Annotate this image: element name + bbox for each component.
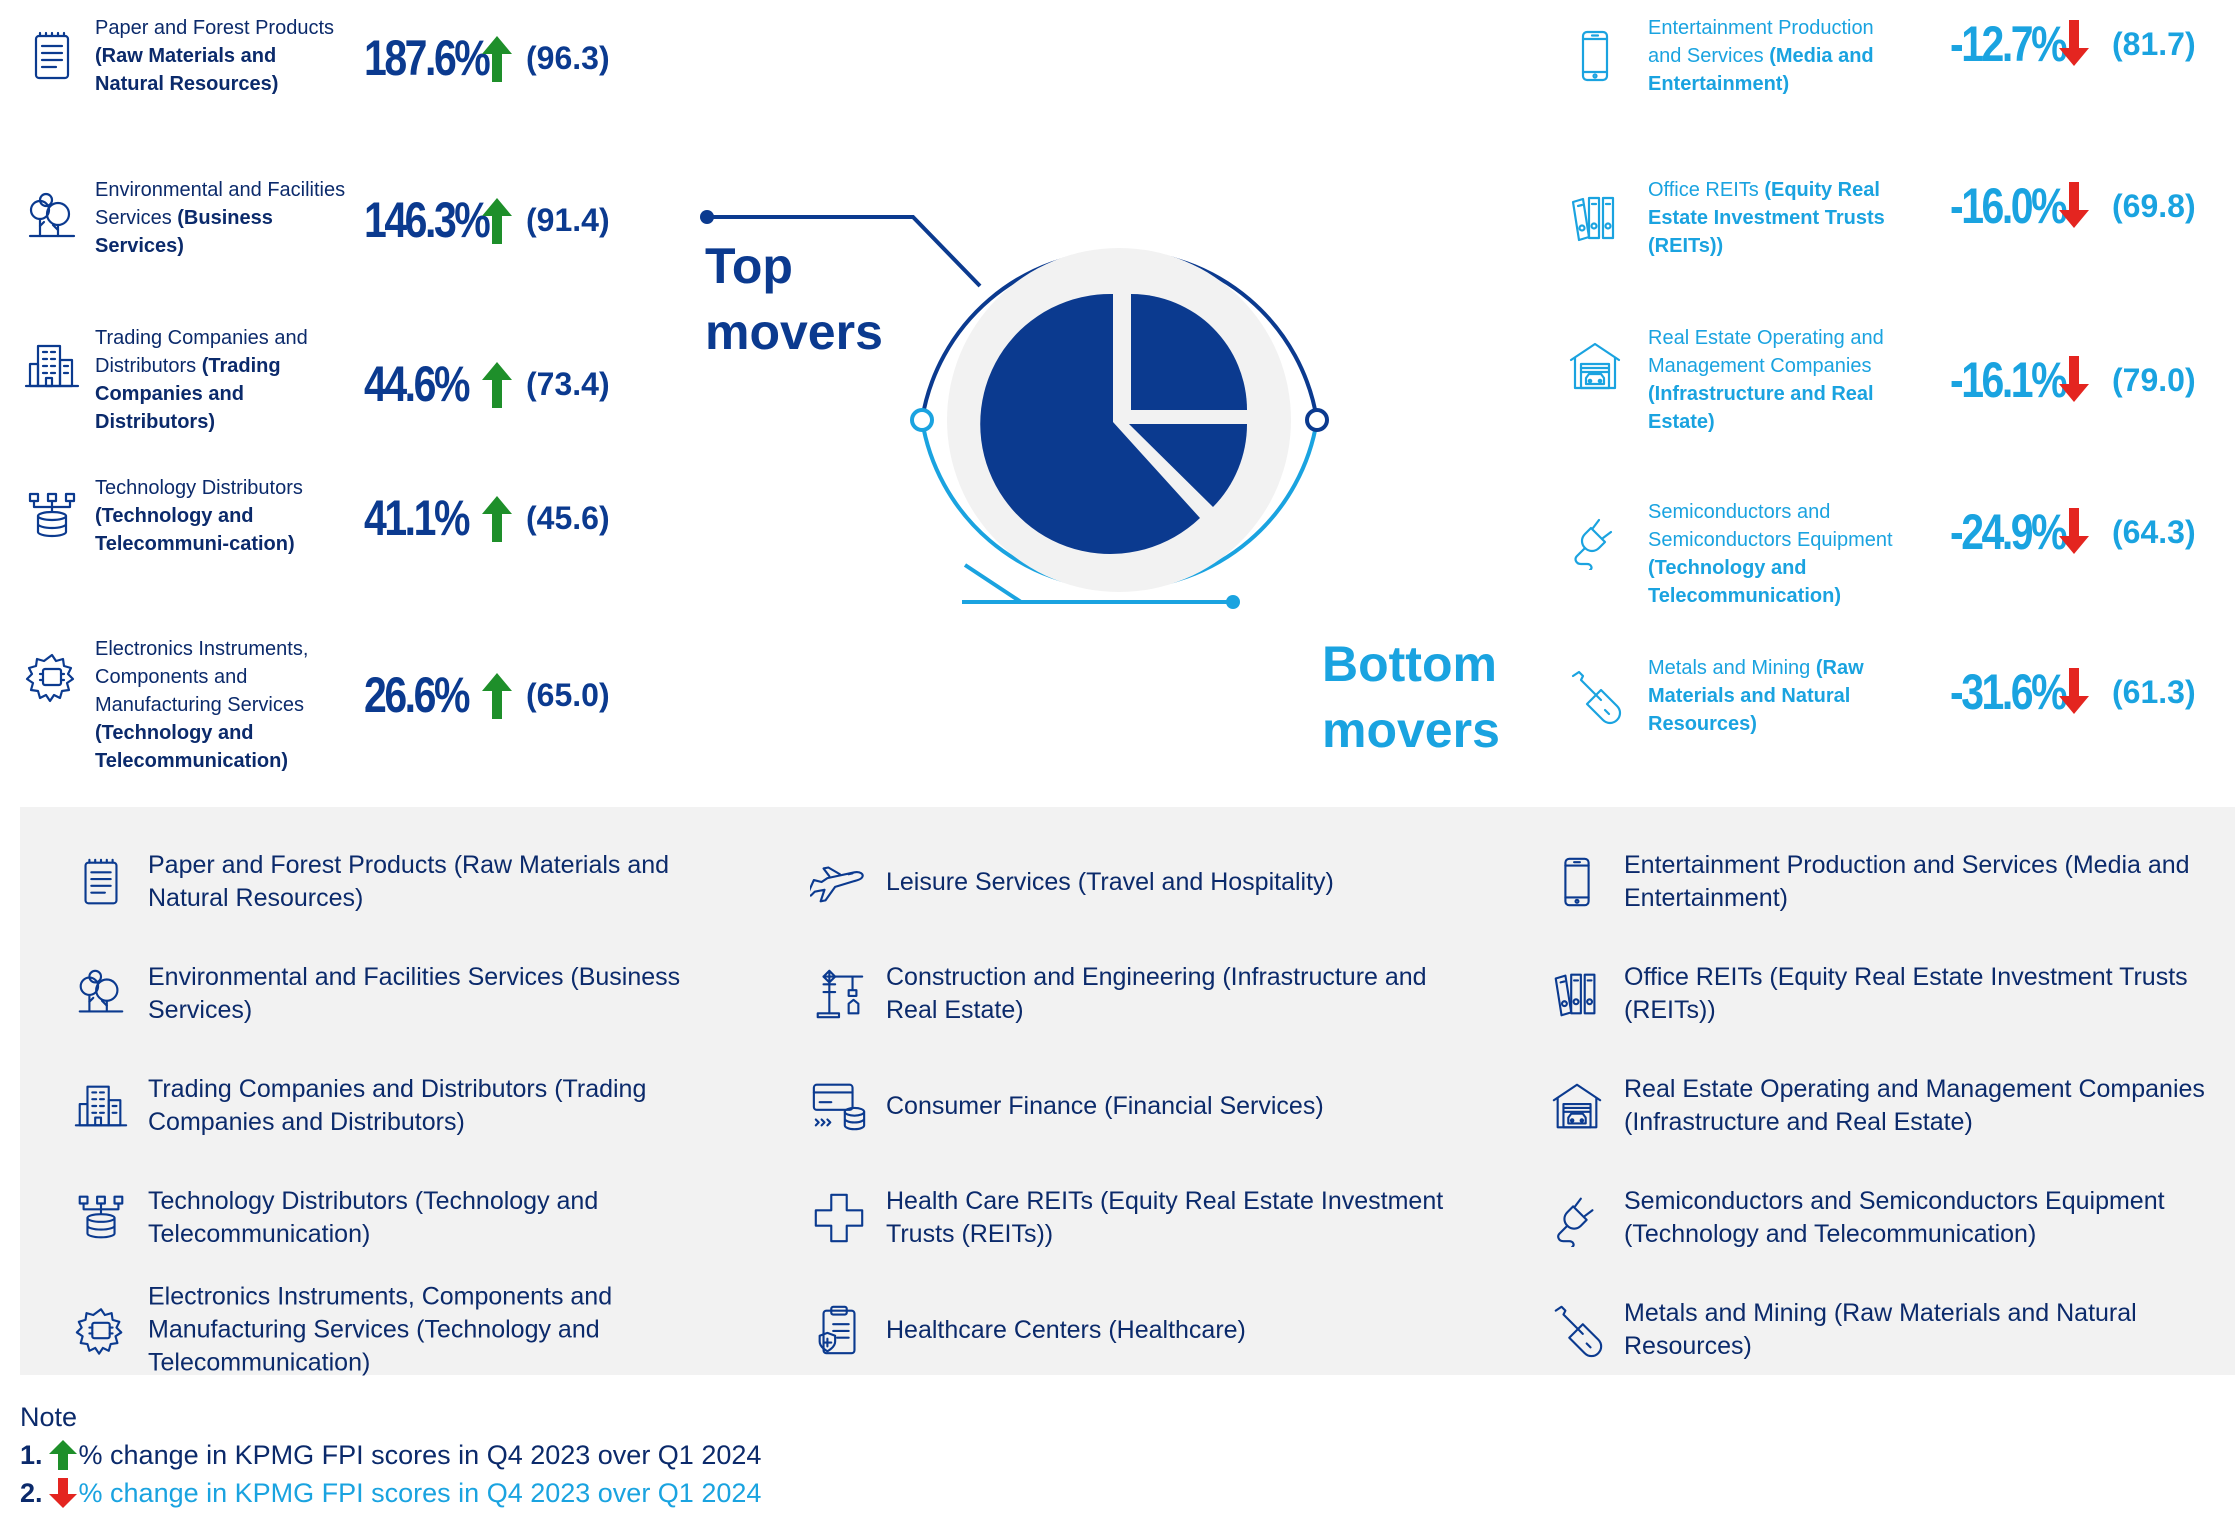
bottom-mover-category: (Technology and Telecommunication) [1648, 557, 1841, 607]
bottom-mover-change: -16.0% [1950, 178, 2066, 234]
trees-icon [22, 188, 82, 248]
right-ring-node [1307, 410, 1327, 430]
bottom-mover-score: (61.3) [2112, 674, 2196, 710]
top-mover-category: (Raw Materials and Natural Resources) [95, 45, 279, 95]
bottom-mover-category: (Infrastructure and Real Estate) [1648, 383, 1874, 433]
top-mover-label [95, 14, 350, 98]
legend-item [72, 1185, 732, 1251]
note-line-up-number: 1. [20, 1440, 43, 1470]
smartphone-icon [1565, 26, 1625, 86]
legend-label: Construction and Engineering (Infrastructure and Real Estate) [886, 963, 1427, 1024]
red-down-arrow-icon [2057, 18, 2091, 68]
legend-label: Leisure Services (Travel and Hospitality) [886, 867, 1334, 896]
top-mover-name: Trading Companies and Distributors [95, 327, 308, 377]
binders-icon [1548, 965, 1606, 1023]
legend-label: Trading Companies and Distributors (Trading Companies and Distributors) [148, 1075, 647, 1136]
note-line-down-text: % change in KPMG FPI scores in Q4 2023 over Q1 2024 [78, 1478, 762, 1508]
legend-item [1548, 1297, 2228, 1363]
top-mover-category: (Technology and Telecommuni-cation) [95, 505, 295, 555]
top-mover-change: 26.6% [364, 667, 468, 723]
bottom-mover-name: Office REITs [1648, 179, 1759, 201]
legend-label: Healthcare Centers (Healthcare) [886, 1315, 1246, 1344]
legend-label: Consumer Finance (Financial Services) [886, 1091, 1324, 1120]
top-movers-title: Top movers [705, 238, 883, 360]
legend-item [810, 1185, 1470, 1251]
legend-item [810, 1301, 1470, 1359]
airplane-icon [810, 853, 868, 911]
top-mover-score: (73.4) [526, 366, 610, 402]
top-mover-score: (91.4) [526, 202, 610, 238]
legend-label: Real Estate Operating and Management Companies (Infrastructure and Real Estate) [1624, 1075, 2205, 1136]
bottom-connector-dot [1226, 595, 1240, 609]
bottom-mover-name: Entertainment Production and Services [1648, 17, 1874, 67]
legend-panel [20, 807, 2235, 1375]
green-up-arrow-icon [47, 1438, 79, 1472]
legend-item [72, 849, 732, 915]
legend-label: Office REITs (Equity Real Estate Investment Trusts (REITs)) [1624, 963, 2188, 1024]
legend-item [72, 1073, 732, 1139]
green-up-arrow-icon [480, 360, 514, 410]
green-up-arrow-icon [480, 196, 514, 246]
top-mover-score: (45.6) [526, 500, 610, 536]
note [20, 1398, 761, 1512]
left-ring-node [912, 410, 932, 430]
legend-item [72, 961, 732, 1027]
bottom-mover-score: (79.0) [2112, 362, 2196, 398]
binders-icon [1565, 188, 1625, 248]
top-mover-change: 187.6% [364, 30, 489, 86]
plug-icon [1548, 1189, 1606, 1247]
legend-item [1548, 961, 2228, 1027]
legend-item [810, 1077, 1470, 1135]
bottom-mover-label [1648, 324, 1898, 436]
top-mover-category: (Technology and Telecommunication) [95, 722, 288, 772]
top-mover-score: (65.0) [526, 677, 610, 713]
legend-label: Paper and Forest Products (Raw Materials and Natural Resources) [148, 851, 670, 912]
gear-chip-icon [72, 1301, 130, 1359]
bottom-mover-name: Metals and Mining [1648, 657, 1811, 679]
document-icon [72, 853, 130, 911]
bottom-mover-category: (Equity Real Estate Investment Trusts (REITs)) [1648, 179, 1885, 257]
top-mover-name: Environmental and Facilities Services [95, 179, 346, 229]
top-mover-name: Technology Distributors [95, 477, 303, 499]
legend-label: Semiconductors and Semiconductors Equipment (Technology and Telecommunication) [1624, 1187, 2165, 1248]
bottom-mover-label [1648, 176, 1898, 260]
building-icon [22, 336, 82, 396]
note-line-up [20, 1436, 761, 1474]
note-line-down-number: 2. [20, 1478, 43, 1508]
top-mover-label [95, 324, 350, 436]
legend-item [1548, 1185, 2228, 1251]
bottom-mover-label [1648, 498, 1898, 610]
legend-label: Health Care REITs (Equity Real Estate Investment Trusts (REITs)) [886, 1187, 1444, 1248]
bottom-mover-name: Semiconductors and Semiconductors Equipment [1648, 501, 1893, 551]
bottom-mover-change: -31.6% [1950, 664, 2066, 720]
bottom-mover-name: Real Estate Operating and Management Companies [1648, 327, 1884, 377]
legend-label: Environmental and Facilities Services (Business Services) [148, 963, 681, 1024]
top-mover-category: (Trading Companies and Distributors) [95, 355, 281, 433]
note-line-down [20, 1474, 761, 1512]
note-line-up-text: % change in KPMG FPI scores in Q4 2023 over Q1 2024 [78, 1440, 762, 1470]
crane-icon [810, 965, 868, 1023]
legend-item [1548, 1073, 2228, 1139]
note-heading: Note [20, 1402, 78, 1432]
top-mover-name: Electronics Instruments, Components and Manufacturing Services [95, 638, 309, 716]
garage-icon [1565, 336, 1625, 396]
gear-chip-icon [22, 647, 82, 707]
smartphone-icon [1548, 853, 1606, 911]
top-mover-change: 146.3% [364, 192, 489, 248]
server-network-icon [22, 486, 82, 546]
top-mover-change: 44.6% [364, 356, 468, 412]
bottom-movers-title: Bottom movers [1322, 636, 1500, 758]
bottom-mover-change: -24.9% [1950, 504, 2066, 560]
document-icon [22, 26, 82, 86]
top-mover-label [95, 635, 350, 775]
top-mover-score: (96.3) [526, 40, 610, 76]
green-up-arrow-icon [480, 494, 514, 544]
legend-label: Metals and Mining (Raw Materials and Natural Resources) [1624, 1299, 2137, 1360]
legend-label: Electronics Instruments, Components and Manufacturing Services (Technology and Telecommunication) [148, 1282, 613, 1377]
red-down-arrow-icon [2057, 180, 2091, 230]
bottom-mover-label [1648, 14, 1898, 98]
red-down-arrow-icon [2057, 666, 2091, 716]
bottom-mover-score: (69.8) [2112, 188, 2196, 224]
red-down-arrow-icon [2057, 506, 2091, 556]
shovel-icon [1565, 666, 1625, 726]
bottom-mover-score: (81.7) [2112, 26, 2196, 62]
top-mover-label [95, 176, 350, 260]
garage-icon [1548, 1077, 1606, 1135]
legend-item [1548, 849, 2228, 915]
bottom-mover-category: (Raw Materials and Natural Resources) [1648, 657, 1864, 735]
bottom-mover-score: (64.3) [2112, 514, 2196, 550]
building-icon [72, 1077, 130, 1135]
green-up-arrow-icon [480, 671, 514, 721]
bottom-mover-change: -16.1% [1950, 352, 2066, 408]
bottom-mover-category: (Media and Entertainment) [1648, 45, 1874, 95]
legend-label: Technology Distributors (Technology and Telecommunication) [148, 1187, 599, 1248]
server-network-icon [72, 1189, 130, 1247]
legend-label: Entertainment Production and Services (Media and Entertainment) [1624, 851, 2190, 912]
legend-item [72, 1281, 732, 1380]
clipboard-medical-icon [810, 1301, 868, 1359]
red-down-arrow-icon [2057, 354, 2091, 404]
green-up-arrow-icon [480, 34, 514, 84]
top-mover-change: 41.1% [364, 490, 468, 546]
medical-cross-icon [810, 1189, 868, 1247]
shovel-icon [1548, 1301, 1606, 1359]
trees-icon [72, 965, 130, 1023]
card-coins-icon [810, 1077, 868, 1135]
bottom-mover-change: -12.7% [1950, 16, 2066, 72]
bottom-mover-label [1648, 654, 1898, 738]
top-mover-label [95, 474, 350, 558]
legend-item [810, 853, 1470, 911]
top-mover-name: Paper and Forest Products [95, 17, 335, 39]
plug-icon [1565, 510, 1625, 570]
legend-item [810, 961, 1470, 1027]
top-mover-category: (Business Services) [95, 207, 273, 257]
red-down-arrow-icon [47, 1476, 79, 1510]
